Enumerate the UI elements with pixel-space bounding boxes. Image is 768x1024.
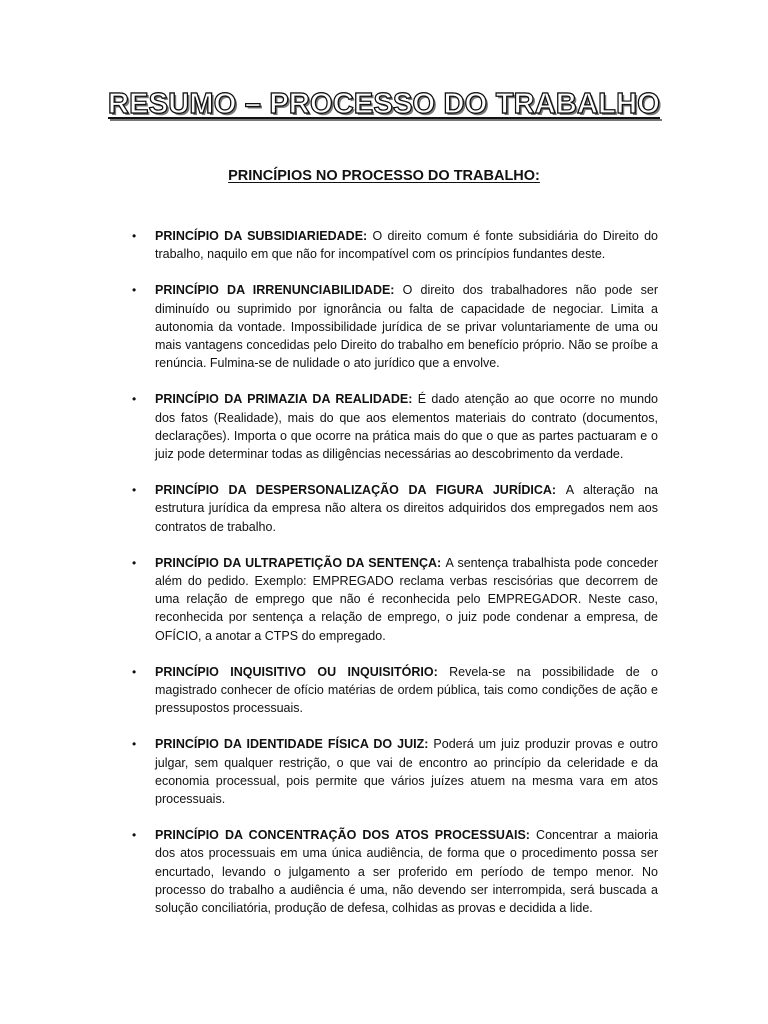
bullet-icon: •: [132, 737, 137, 752]
principle-text: Concentrar a maioria dos atos processuais em uma única audiência, de forma que o procedimento possa ser encurtado, levando o julgamento a ser proferido em período de tempo menor. No processo do trabalho a audiência é uma, não devendo ser interrompida, será buscada a solução conciliatória, produção de defesa, colhidas as provas e decidida a lide.: [155, 828, 659, 916]
document-title: RESUMO – PROCESSO DO TRABALHO: [107, 88, 660, 120]
principle-name: PRINCÍPIO DA SUBSIDIARIEDADE:: [155, 229, 373, 243]
principle-text: O direito dos trabalhadores não pode ser diminuído ou suprimido por ignorância ou falta de capacidade de negociar. Limita a autonomia da vontade. Impossibilidade jurídica de se privar voluntariamente de uma ou mais vantagens concedidas pelo Direito do trabalho em benefício próprio. Não se proíbe a renúncia. Fulmina-se de nulidade o ato jurídico que a envolve.: [155, 283, 658, 371]
principle-item-identidade-fisica: [132, 735, 658, 808]
bullet-icon: •: [132, 392, 137, 407]
principle-text: A sentença trabalhista pode conceder além do pedido. Exemplo: EMPREGADO reclama verbas rescisórias que decorrem de uma relação de emprego que não é reconhecida pelo EMPREGADOR. Neste caso, reconhecida por sentença a relação de emprego, o juiz pode condenar a empresa, de OFÍCIO, a anotar a CTPS do empregado.: [155, 555, 658, 643]
principle-item-irrenunciabilidade: [132, 281, 658, 372]
principle-text: Poderá um juiz produzir provas e outro julgar, sem qualquer restrição, o que vai de encontro ao princípio da celeridade e da economia processual, pois permite que vários juízes atuem na mesma vara em atos processuais.: [155, 737, 658, 807]
bullet-icon: •: [132, 229, 137, 243]
principle-text: Revela-se na possibilidade de o magistrado conhecer de ofício matérias de ordem pública, tais como condições de ação e pressupostos processuais.: [155, 664, 658, 716]
principle-name: PRINCÍPIO DA PRIMAZIA DA REALIDADE:: [155, 392, 418, 407]
bullet-icon: •: [132, 283, 137, 298]
principle-name: PRINCÍPIO DA ULTRAPETIÇÃO DA SENTENÇA:: [155, 555, 446, 570]
principle-name: PRINCÍPIO DA CONCENTRAÇÃO DOS ATOS PROCESSUAIS:: [155, 828, 537, 843]
principle-item-ultrapeticao: [132, 554, 658, 645]
principle-name: PRINCÍPIO INQUISITIVO OU INQUISITÓRIO:: [155, 664, 450, 679]
principle-text: É dado atenção ao que ocorre no mundo dos fatos (Realidade), mais do que aos elementos materiais do contrato (documentos, declarações). Importa o que ocorre na prática mais do que o que as partes pactuaram e o juiz pode determinar todas as diligências necessárias ao descobrimento da verdade.: [155, 392, 658, 462]
principle-text: O direito comum é fonte subsidiária do Direito do trabalho, naquilo em que não for incompatível com os princípios fundantes deste.: [155, 229, 659, 262]
bullet-icon: •: [132, 828, 137, 843]
principle-name: PRINCÍPIO DA DESPERSONALIZAÇÃO DA FIGURA JURÍDICA:: [155, 483, 566, 498]
principles-list: [132, 227, 658, 935]
principle-text: A alteração na estrutura jurídica da empresa não altera os direitos adquiridos dos empregados nem aos contratos de trabalho.: [155, 483, 658, 534]
principle-item-despersonalizacao: [132, 481, 658, 536]
principle-name: PRINCÍPIO DA IDENTIDADE FÍSICA DO JUIZ:: [155, 737, 434, 752]
bullet-icon: •: [132, 664, 137, 679]
principle-item-subsidiariedade: [132, 227, 658, 263]
section-heading: PRINCÍPIOS NO PROCESSO DO TRABALHO:: [228, 168, 540, 184]
principle-name: PRINCÍPIO DA IRRENUNCIABILIDADE:: [155, 283, 403, 298]
principle-item-primazia-da-realidade: [132, 390, 658, 463]
principle-item-concentracao: [132, 826, 658, 917]
bullet-icon: •: [132, 555, 137, 570]
principle-item-inquisitivo: [132, 663, 658, 718]
bullet-icon: •: [132, 483, 137, 498]
